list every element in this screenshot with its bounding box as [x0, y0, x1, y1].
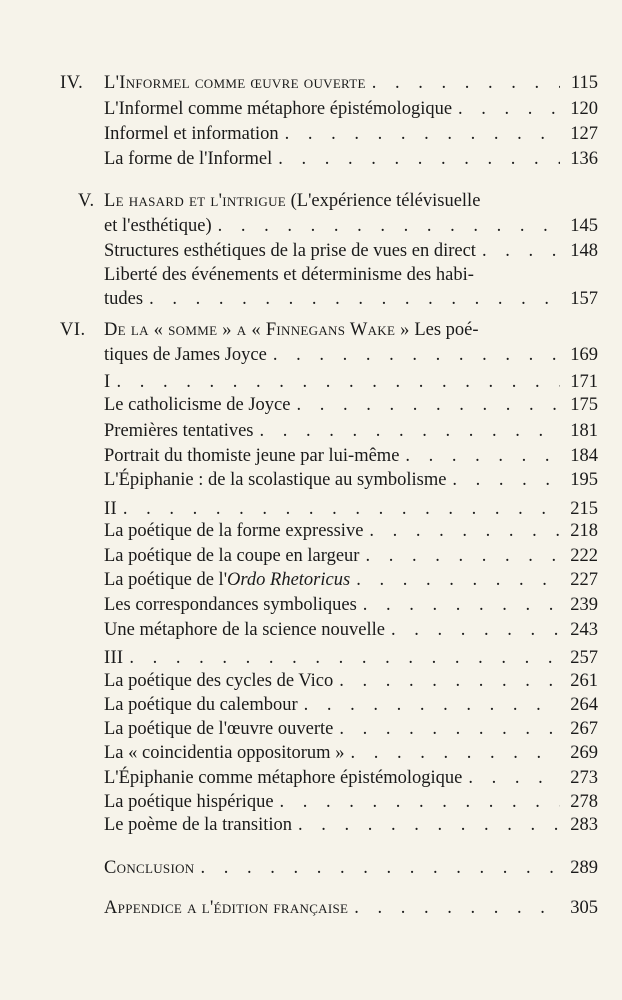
section-title: L'Informel comme œuvre ouverte — [104, 73, 366, 93]
leader-dots — [290, 392, 560, 418]
page-number: 269 — [570, 743, 598, 763]
toc-subentry — [0, 740, 622, 766]
page-number: 243 — [570, 620, 598, 640]
leader-dots — [366, 70, 560, 96]
page-number: 148 — [570, 241, 598, 261]
toc-entry-vi-cont — [0, 342, 622, 368]
section-subtitle: Les poé- — [409, 320, 479, 340]
leader-dots — [452, 96, 560, 122]
page-number: 115 — [570, 73, 598, 93]
toc-subentry-cont — [0, 286, 622, 312]
page-number: 136 — [570, 149, 598, 169]
toc-subentry — [0, 592, 622, 618]
toc-subentry — [0, 467, 622, 493]
leader-dots — [298, 692, 560, 718]
toc-subentry — [0, 96, 622, 122]
subentry-title: La poétique de la forme expressive — [104, 521, 364, 541]
subentry-title: La poétique de l'œuvre ouverte — [104, 719, 334, 739]
page-number: 239 — [570, 595, 598, 615]
leader-dots — [267, 342, 560, 368]
subentry-title: L'Épiphanie comme métaphore épistémologique — [104, 768, 463, 788]
subentry-title: La poétique hispérique — [104, 792, 274, 812]
subentry-title: Portrait du thomiste jeune par lui-même — [104, 446, 400, 466]
section-title-cont: et l'esthétique) — [104, 216, 212, 236]
toc-subentry — [0, 617, 622, 643]
page-number: 278 — [570, 792, 598, 812]
subentry-title: La poétique de l' — [104, 570, 228, 590]
subentry-title: Premières tentatives — [104, 421, 254, 441]
subentry-title: La poétique du calembour — [104, 695, 298, 715]
toc-entry-v — [0, 188, 622, 214]
section-numeral: IV. — [60, 73, 84, 93]
subentry-title: L'Informel comme métaphore épistémologique — [104, 99, 453, 119]
leader-dots — [476, 238, 560, 264]
subentry-title: La poétique de la coupe en largeur — [104, 546, 360, 566]
subentry-title: La « coincidentia oppositorum » — [104, 743, 345, 763]
toc-subentry — [0, 543, 622, 569]
toc-entry-conclusion — [0, 855, 622, 881]
leader-dots — [333, 716, 560, 742]
subentry-title: Informel et information — [104, 124, 279, 144]
leader-dots — [143, 286, 560, 312]
part-label: II — [104, 499, 117, 519]
toc-subentry — [0, 262, 622, 288]
page-number: 127 — [570, 124, 598, 144]
page-number: 181 — [570, 421, 598, 441]
subentry-title: Structures esthétiques de la prise de vues en direct — [104, 241, 476, 261]
page-number: 169 — [570, 345, 598, 365]
page-number: 283 — [570, 815, 598, 835]
subentry-title: Une métaphore de la science nouvelle — [104, 620, 385, 640]
leader-dots — [279, 121, 560, 147]
toc-subentry — [0, 238, 622, 264]
leader-dots — [254, 418, 561, 444]
page-number: 175 — [570, 395, 598, 415]
section-title-cont: tiques de James Joyce — [104, 345, 267, 365]
page-number: 145 — [570, 216, 598, 236]
section-title: Conclusion — [104, 858, 195, 878]
subentry-title: La poétique des cycles de Vico — [104, 671, 334, 691]
page-number: 215 — [570, 499, 598, 519]
subentry-title: Liberté des événements et déterminisme des habi- — [104, 265, 474, 285]
leader-dots — [363, 518, 560, 544]
toc-subentry — [0, 146, 622, 172]
toc-subentry — [0, 692, 622, 718]
page-number: 157 — [570, 289, 598, 309]
toc-subentry — [0, 765, 622, 791]
toc-entry-appendix — [0, 895, 622, 921]
subentry-title: Les correspondances symboliques — [104, 595, 357, 615]
leader-dots — [350, 567, 560, 593]
page-number: 273 — [570, 768, 598, 788]
section-numeral: VI. — [60, 320, 86, 340]
leader-dots — [333, 668, 560, 694]
leader-dots — [446, 467, 560, 493]
section-title: Le hasard et l'intrigue — [104, 191, 287, 211]
page-number: 120 — [570, 99, 598, 119]
toc-entry-vi — [0, 317, 622, 343]
section-subtitle: (L'expérience télévisuelle — [286, 191, 481, 211]
leader-dots — [344, 740, 560, 766]
page-number: 289 — [570, 858, 598, 878]
leader-dots — [462, 765, 560, 791]
toc-subentry — [0, 518, 622, 544]
toc-subentry — [0, 812, 622, 838]
page-number: 222 — [570, 546, 598, 566]
toc-subentry — [0, 668, 622, 694]
page-number: 257 — [570, 648, 598, 668]
toc-subentry — [0, 716, 622, 742]
section-title: Appendice a l'édition française — [104, 898, 349, 918]
page-number: 305 — [570, 898, 598, 918]
part-label: III — [104, 648, 124, 668]
page-number: 267 — [570, 719, 598, 739]
toc-subentry — [0, 443, 622, 469]
toc-subentry — [0, 567, 622, 593]
leader-dots — [385, 617, 560, 643]
page-number: 195 — [570, 470, 598, 490]
toc-entry-v-cont — [0, 213, 622, 239]
page-number: 227 — [570, 570, 598, 590]
toc-entry-iv — [0, 70, 622, 96]
leader-dots — [399, 443, 560, 469]
subentry-title: Le poème de la transition — [104, 815, 293, 835]
leader-dots — [357, 592, 560, 618]
leader-dots — [194, 855, 560, 881]
toc-subentry — [0, 418, 622, 444]
subentry-title: Le catholicisme de Joyce — [104, 395, 291, 415]
page-number: 184 — [570, 446, 598, 466]
leader-dots — [348, 895, 560, 921]
section-numeral: V. — [78, 191, 95, 211]
leader-dots — [292, 812, 560, 838]
subentry-title: L'Épiphanie : de la scolastique au symbolisme — [104, 470, 447, 490]
subentry-title-cont: tudes — [104, 289, 144, 309]
subentry-title: La forme de l'Informel — [104, 149, 273, 169]
toc-subentry — [0, 121, 622, 147]
section-title: De la « somme » a « Finnegans Wake » — [104, 320, 410, 340]
toc-subentry — [0, 392, 622, 418]
leader-dots — [359, 543, 560, 569]
page-number: 171 — [570, 372, 598, 392]
page-number: 264 — [570, 695, 598, 715]
subentry-title-italic: Ordo Rhetoricus — [227, 570, 351, 590]
page-number: 261 — [570, 671, 598, 691]
part-label: I — [104, 372, 111, 392]
leader-dots — [212, 213, 560, 239]
leader-dots — [272, 146, 560, 172]
page-number: 218 — [570, 521, 598, 541]
